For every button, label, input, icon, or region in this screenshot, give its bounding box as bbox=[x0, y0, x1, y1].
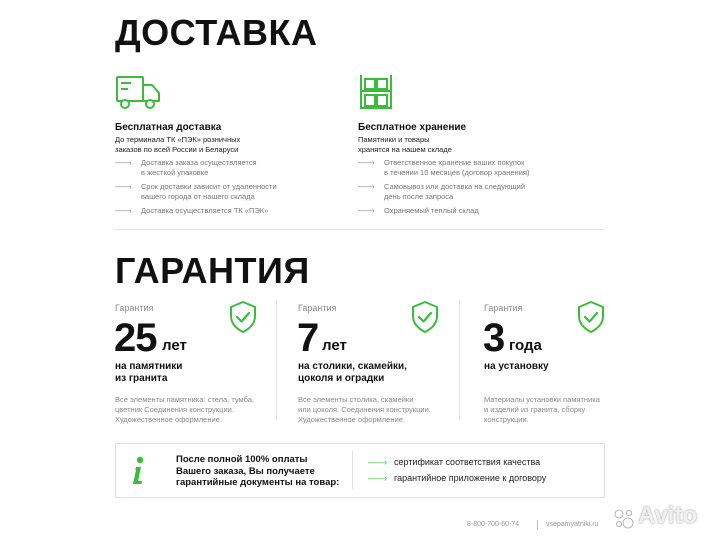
info-icon bbox=[131, 456, 145, 486]
section-divider bbox=[115, 229, 603, 230]
arrow-right-icon: ——› bbox=[358, 158, 374, 167]
arrow-right-icon: ——› bbox=[115, 182, 131, 191]
list-item: ——› сертификат соответствия качества bbox=[368, 457, 541, 467]
warehouse-shelves-icon bbox=[358, 73, 394, 111]
list-item: ——› Доставка заказа осуществляется в жесткой упаковке bbox=[115, 158, 257, 177]
warranty-years-unit: года bbox=[509, 337, 542, 354]
delivery-title: ДОСТАВКА bbox=[115, 12, 318, 53]
warranty-note: Материалы установки памятника и изделий из гранита, сборку конструкции. bbox=[484, 395, 600, 424]
avito-logo-icon bbox=[613, 508, 635, 530]
list-item: ——› Охраняемый теплый склад bbox=[358, 206, 479, 215]
list-item: ——› Самовывоз или доставка на следующий день после запроса bbox=[358, 182, 526, 201]
warranty-years-number: 3 bbox=[483, 316, 505, 360]
arrow-right-icon: ——› bbox=[358, 182, 374, 191]
shield-check-icon bbox=[577, 300, 605, 334]
arrow-right-icon: ——› bbox=[368, 473, 386, 483]
warranty-years-unit: лет bbox=[322, 337, 347, 354]
info-documents-list bbox=[368, 457, 546, 489]
warranty-years-number: 7 bbox=[297, 316, 319, 360]
free-delivery-title: Бесплатная доставка bbox=[115, 122, 222, 133]
warranty-note: Все элементы памятника: стела, тумба, цветник Соединения конструкции. Художественное оформление. bbox=[115, 395, 254, 424]
warranty-label: Гарантия bbox=[484, 303, 523, 313]
truck-icon bbox=[115, 73, 161, 111]
warranty-description: на столики, скамейки, цоколя и оградки bbox=[298, 361, 407, 384]
free-delivery-subtitle: До терминала ТК «ПЭК» розничных заказов по всей России и Беларуси bbox=[115, 135, 241, 154]
warranty-description: на памятники из гранита bbox=[115, 361, 183, 384]
avito-watermark: Avito bbox=[638, 502, 698, 529]
free-storage-title: Бесплатное хранение bbox=[358, 122, 467, 133]
warranty-label: Гарантия bbox=[298, 303, 337, 313]
warranty-label: Гарантия bbox=[115, 303, 154, 313]
free-storage-bullets bbox=[358, 158, 529, 221]
warranty-years-unit: лет bbox=[162, 337, 187, 354]
free-delivery-bullets bbox=[115, 158, 277, 221]
arrow-right-icon: ——› bbox=[115, 206, 131, 215]
warranty-years-number: 25 bbox=[114, 316, 157, 360]
list-item: ——› Ответственное хранение ваших покупок в течении 10 месяцев (договор хранения) bbox=[358, 158, 530, 177]
free-storage-subtitle: Памятники и товары хранятся на нашем складе bbox=[358, 135, 452, 154]
list-item: ——› Доставка осуществляется ТК «ПЭК» bbox=[115, 206, 269, 215]
list-item: ——› Срок доставки зависит от удаленности вашего города от нашего склада bbox=[115, 182, 277, 201]
arrow-right-icon: ——› bbox=[368, 457, 386, 467]
info-text: После полной 100% оплаты Вашего заказа, Вы получаете гарантийные документы на товар: bbox=[176, 454, 340, 488]
warranty-note: Все элементы столика, скамейки или цоколя. Соединения конструкции. Художественное оформление. bbox=[298, 395, 431, 424]
arrow-right-icon: ——› bbox=[358, 206, 374, 215]
shield-check-icon bbox=[411, 300, 439, 334]
column-divider bbox=[276, 300, 277, 420]
footer-site[interactable]: vsepamyatniki.ru bbox=[546, 521, 599, 528]
info-divider bbox=[352, 451, 353, 489]
shield-check-icon bbox=[229, 300, 257, 334]
warranty-description: на установку bbox=[484, 361, 549, 372]
list-item: ——› гарантийное приложение к договору bbox=[368, 473, 547, 483]
arrow-right-icon: ——› bbox=[115, 158, 131, 167]
footer-phone[interactable]: 8-800-700-60-74 bbox=[467, 521, 520, 528]
footer-divider bbox=[537, 520, 538, 530]
warranty-title: ГАРАНТИЯ bbox=[115, 250, 310, 291]
column-divider bbox=[459, 300, 460, 420]
